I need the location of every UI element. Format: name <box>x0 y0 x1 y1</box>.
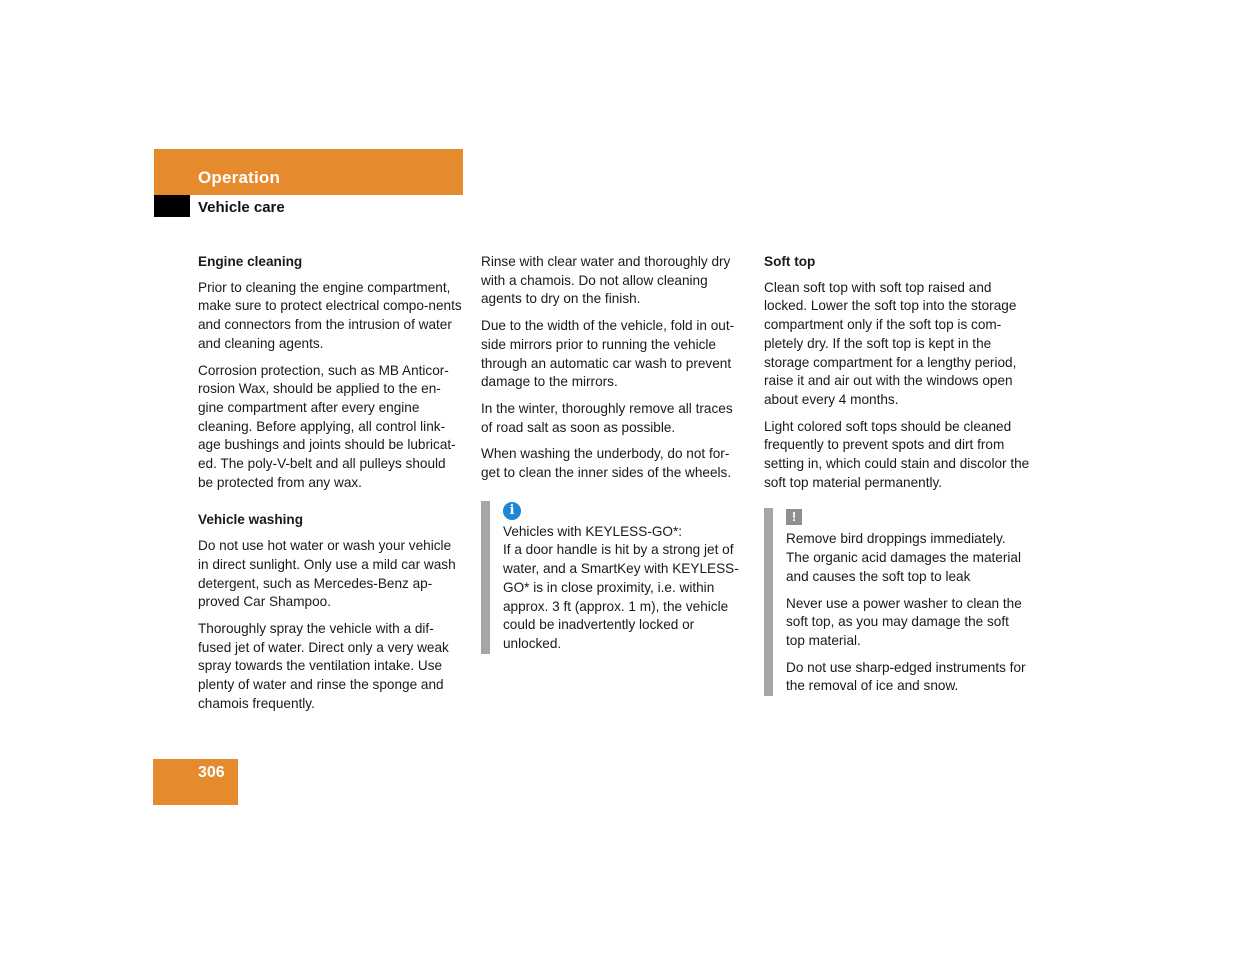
info-icon: i <box>503 502 521 520</box>
vehicle-washing-paragraph-1: Do not use hot water or wash your vehicle in direct sunlight. Only use a mild car wash detergent, such as Mercedes-Benz ap-proved Car Shampoo. <box>198 538 456 610</box>
note-bar <box>481 501 490 654</box>
rinse-paragraph: Rinse with clear water and thoroughly dry with a chamois. Do not allow cleaning agents to dry on the finish. <box>481 254 731 307</box>
section-title: Operation <box>198 168 281 187</box>
soft-top-heading: Soft top <box>764 254 816 269</box>
info-note-title: Vehicles with KEYLESS-GO*: <box>503 523 683 539</box>
column-3 <box>764 253 1030 696</box>
soft-top-paragraph-2: Light colored soft tops should be cleaned frequently to prevent spots and dirt from setting in, which could stain and discolor the soft top material permanently. <box>764 418 1030 490</box>
note-bar <box>764 508 773 696</box>
subsection-title: Vehicle care <box>198 199 285 216</box>
page-number: 306 <box>198 764 225 781</box>
column-2 <box>481 253 747 654</box>
column-1 <box>198 253 464 721</box>
warning-icon: ! <box>786 509 802 525</box>
warning-paragraph-3: Do not use sharp-edged instruments for the removal of ice and snow. <box>786 659 1026 694</box>
engine-cleaning-paragraph-1: Prior to cleaning the engine compartment, make sure to protect electrical compo-nents and connectors from the intrusion of water and cleaning agents. <box>198 279 462 351</box>
vehicle-washing-paragraph-2: Thoroughly spray the vehicle with a dif-fused jet of water. Direct only a very weak spray towards the ventilation intake. Use plenty of water and rinse the sponge and chamois frequently. <box>198 620 449 711</box>
info-note <box>481 501 747 654</box>
engine-cleaning-paragraph-2: Corrosion protection, such as MB Anticor-rosion Wax, should be applied to the en-gine compartment after every engine cleaning. Before applying, all control link-age bushings and joints should be lubricat-ed. The poly-V-belt and all pulleys should be protected from any wax. <box>198 362 456 490</box>
warning-paragraph-2: Never use a power washer to clean the soft top, as you may damage the soft top material. <box>786 595 1022 648</box>
mirrors-paragraph: Due to the width of the vehicle, fold in out-side mirrors prior to running the vehicle through an automatic car wash to prevent damage to the mirrors. <box>481 318 735 390</box>
page-number-box <box>153 759 238 805</box>
subsection-marker <box>154 195 190 217</box>
warning-note <box>764 508 1030 696</box>
warning-paragraph-1: Remove bird droppings immediately. The organic acid damages the material and causes the soft top to leak <box>786 531 1021 584</box>
road-salt-paragraph: In the winter, thoroughly remove all traces of road salt as soon as possible. <box>481 400 733 435</box>
info-note-text: If a door handle is hit by a strong jet of water, and a SmartKey with KEYLESS-GO* is in close proximity, i.e. within approx. 3 ft (approx. 1 m), the vehicle could be inadvertently locked or unlocked. <box>503 542 739 651</box>
engine-cleaning-heading: Engine cleaning <box>198 254 303 269</box>
underbody-paragraph: When washing the underbody, do not for-get to clean the inner sides of the wheels. <box>481 446 732 481</box>
soft-top-paragraph-1: Clean soft top with soft top raised and locked. Lower the soft top into the storage compartment only if the soft top is com-pletely dry. If the soft top is kept in the storage compartment for a lengthy period, raise it and air out with the windows open about every 4 months. <box>764 279 1017 407</box>
vehicle-washing-heading: Vehicle washing <box>198 512 304 528</box>
